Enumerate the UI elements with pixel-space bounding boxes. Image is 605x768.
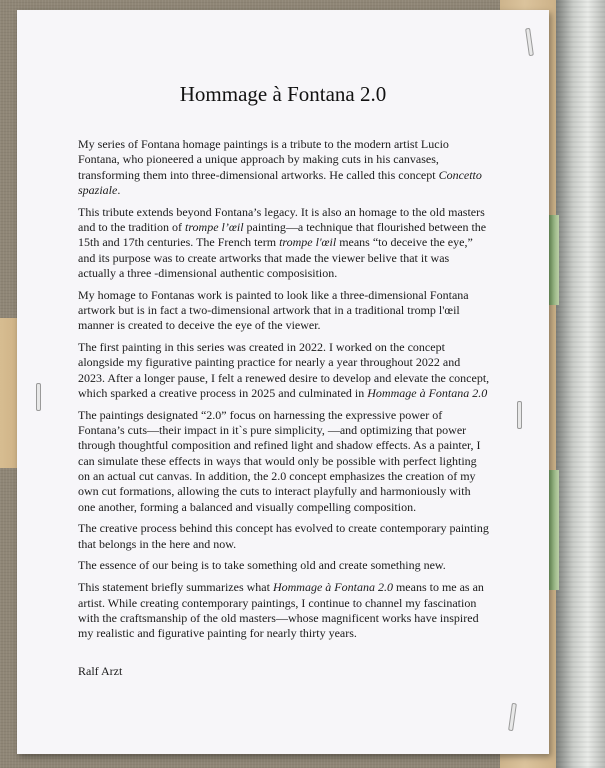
text-run: The creative process behind this concept has evolved to create contemporary painting that belongs in the here and now. xyxy=(78,521,489,551)
staple xyxy=(36,383,41,411)
italic-text: Hommage à Fontana 2.0 xyxy=(367,385,488,400)
paragraph xyxy=(78,340,490,401)
paragraph xyxy=(78,408,490,515)
italic-text: Hommage à Fontana 2.0 xyxy=(272,580,393,595)
italic-text: Concetto spaziale xyxy=(78,167,482,197)
text-run: painting—a technique that flourished between the 15th and 17th centuries. The French term xyxy=(78,219,487,250)
text-run: This tribute extends beyond Fontana’s legacy. It is also an homage to the old masters and to the tradition of xyxy=(78,204,485,234)
text-run: My homage to Fontanas work is painted to look like a three-dimensional Fontana artwork but is in fact a two-dimensional artwork that in a traditional tromp l'œil manner is created to deceive the eye of the viewer. xyxy=(78,287,469,333)
text-run: The paintings designated “2.0” focus on harnessing the expressive power of Fontana’s cuts—their impact in it`s pure simplicity, —and optimizing that power through thoughtful composition and refined light and shadow effects. As a painter, I can simulate these effects in ways that would only be possible with perfect lighting on an actual cut canvas. In addition, the 2.0 concept emphasizes the creation of my own cut formations, allowing the cuts to interact playfully and harmoniously with one another, forming a balanced and visually compelling composition. xyxy=(78,407,481,514)
text-run: The essence of our being is to take something old and create something new. xyxy=(78,558,446,573)
staple xyxy=(525,28,534,56)
painted-strip xyxy=(549,215,559,305)
text-run: The first painting in this series was created in 2022. I worked on the concept alongside my figurative painting practice for nearly a year throughout 2022 and 2023. After a longer pause, I felt a renewed desire to develop and elevate the concept, which sparked a creative process in 2025 and culminated in xyxy=(78,340,490,400)
document-body xyxy=(78,137,490,648)
paragraph xyxy=(78,137,490,198)
staple xyxy=(508,703,517,731)
italic-text: trompe l'œil xyxy=(279,235,337,250)
painted-strip xyxy=(549,470,559,590)
staple xyxy=(517,401,522,429)
paragraph xyxy=(78,580,490,641)
text-run: . xyxy=(117,182,121,197)
paragraph xyxy=(78,521,490,552)
text-run: means to me as an artist. While creating contemporary paintings, I continue to channel my fascination with the craftsmanship of the old masters—whose magnificent works have inspired my realistic and figurative painting for nearly thirty years. xyxy=(78,580,484,641)
text-run: My series of Fontana homage paintings is a tribute to the modern artist Lucio Fontana, who pioneered a unique approach by making cuts in his canvases, transforming them into three-dimensional artworks. He called this concept xyxy=(78,137,449,182)
text-run: means “to deceive the eye,” and its purpose was to create artworks that made the viewer belive that it was actually a three -dimensional authentic composisition. xyxy=(78,235,473,280)
paragraph xyxy=(78,205,490,281)
signature: Ralf Arzt xyxy=(78,664,123,678)
paragraph xyxy=(78,558,490,573)
document-title: Hommage à Fontana 2.0 xyxy=(179,82,387,106)
paper-sheet xyxy=(17,10,549,754)
canvas-edge xyxy=(556,0,605,768)
text-run: This statement briefly summarizes what xyxy=(78,580,273,595)
italic-text: trompe l’œil xyxy=(184,219,244,234)
paragraph xyxy=(78,288,490,334)
